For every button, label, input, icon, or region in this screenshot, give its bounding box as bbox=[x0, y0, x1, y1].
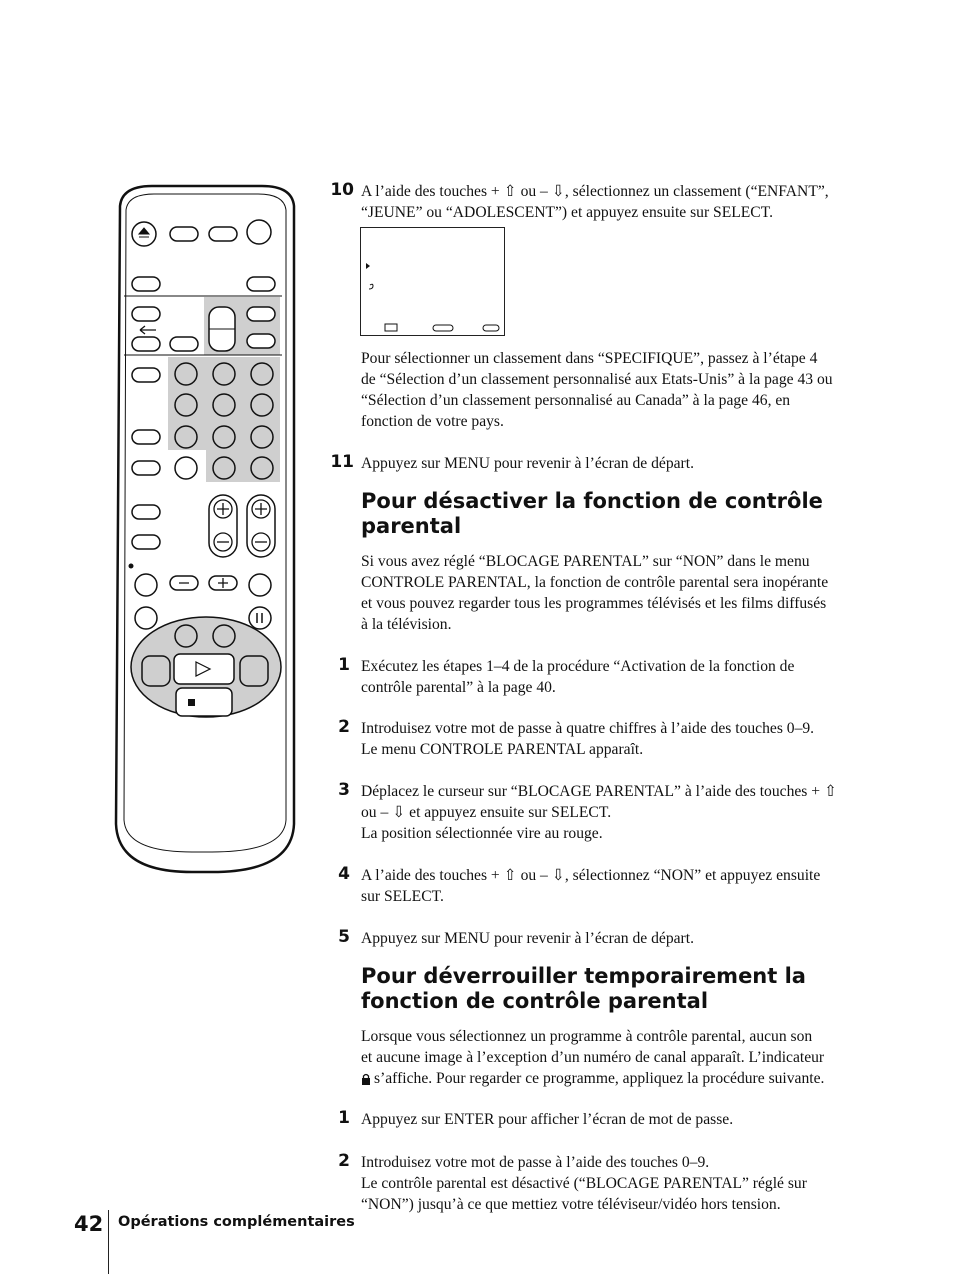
text-line: Le menu CONTROLE PARENTAL apparaît. bbox=[361, 741, 644, 758]
text-line: “NON”) jusqu’à ce que mettiez votre téléviseur/vidéo hors tension. bbox=[361, 1196, 781, 1213]
step-text bbox=[361, 928, 901, 949]
text-line: contrôle parental” à la page 40. bbox=[361, 679, 556, 696]
text-line: CONTROLE PARENTAL, la fonction de contrôle parental sera inopérante bbox=[361, 574, 829, 591]
step-number: 10 bbox=[330, 180, 354, 200]
text-line: Exécutez les étapes 1–4 de la procédure “Activation de la fonction de bbox=[361, 658, 795, 675]
text-line: sur SELECT. bbox=[361, 888, 444, 905]
heading-line: parental bbox=[361, 514, 462, 538]
page-number: 42 bbox=[74, 1212, 104, 1236]
text-line: Appuyez sur ENTER pour afficher l’écran de mot de passe. bbox=[361, 1111, 734, 1128]
text-segment: s’affiche. Pour regarder ce programme, appliquez la procédure suivante. bbox=[374, 1070, 825, 1087]
remote-control-illustration bbox=[112, 184, 298, 874]
footer-section-title: Opérations complémentaires bbox=[118, 1214, 355, 1230]
step-text bbox=[361, 718, 901, 760]
text-line: et vous pouvez regarder tous les programmes télévisés et les films diffusés bbox=[361, 595, 827, 612]
step-text bbox=[361, 453, 901, 474]
step-number: 2 bbox=[338, 717, 350, 737]
text-line: La position sélectionnée vire au rouge. bbox=[361, 825, 603, 842]
step-number: 4 bbox=[338, 864, 350, 884]
text-line: Le contrôle parental est désactivé (“BLOCAGE PARENTAL” réglé sur bbox=[361, 1175, 807, 1192]
text-line: Si vous avez réglé “BLOCAGE PARENTAL” sur “NON” dans le menu bbox=[361, 553, 810, 570]
step-text bbox=[361, 1109, 901, 1130]
text-line: “Sélection d’un classement personnalisé au Canada” à la page 46, en bbox=[361, 392, 791, 409]
section-intro bbox=[361, 1026, 901, 1089]
section-intro bbox=[361, 551, 901, 635]
text-line: Appuyez sur MENU pour revenir à l’écran de départ. bbox=[361, 930, 694, 947]
heading-line: Pour désactiver la fonction de contrôle bbox=[361, 489, 823, 513]
step-text bbox=[361, 181, 901, 223]
lock-icon bbox=[361, 1073, 371, 1085]
text-line: et aucune image à l’exception d’un numéro de canal apparaît. L’indicateur bbox=[361, 1049, 825, 1066]
text-line: de “Sélection d’un classement personnalisé aux Etats-Unis” à la page 43 ou bbox=[361, 371, 833, 388]
step-text bbox=[361, 1152, 901, 1215]
section-heading bbox=[361, 964, 921, 1014]
text-line: Introduisez votre mot de passe à quatre chiffres à l’aide des touches 0–9. bbox=[361, 720, 815, 737]
step-note bbox=[361, 348, 901, 432]
tv-screen-illustration bbox=[360, 227, 505, 336]
heading-line: Pour déverrouiller temporairement la bbox=[361, 964, 806, 988]
step-number: 3 bbox=[338, 780, 350, 800]
heading-line: fonction de contrôle parental bbox=[361, 989, 709, 1013]
text-line: à la télévision. bbox=[361, 616, 452, 633]
text-line: ou – ⇩ et appuyez ensuite sur SELECT. bbox=[361, 804, 612, 821]
text-line: A l’aide des touches + ⇧ ou – ⇩, sélectionnez “NON” et appuyez ensuite bbox=[361, 867, 821, 884]
text-line: Déplacez le curseur sur “BLOCAGE PARENTAL” à l’aide des touches + ⇧ bbox=[361, 783, 838, 800]
step-number: 5 bbox=[338, 927, 350, 947]
text-line-with-icon bbox=[361, 1068, 901, 1089]
text-line: Pour sélectionner un classement dans “SPECIFIQUE”, passez à l’étape 4 bbox=[361, 350, 818, 367]
text-line: Lorsque vous sélectionnez un programme à contrôle parental, aucun son bbox=[361, 1028, 813, 1045]
step-number: 1 bbox=[338, 655, 350, 675]
step-text bbox=[361, 865, 901, 907]
step-number: 1 bbox=[338, 1108, 350, 1128]
text-line: “JEUNE” ou “ADOLESCENT”) et appuyez ensuite sur SELECT. bbox=[361, 204, 773, 221]
step-text bbox=[361, 656, 901, 698]
tv-screen-drawing bbox=[361, 228, 504, 335]
step-text bbox=[361, 781, 901, 844]
text-line: Appuyez sur MENU pour revenir à l’écran de départ. bbox=[361, 455, 694, 472]
section-heading bbox=[361, 489, 921, 539]
text-line: A l’aide des touches + ⇧ ou – ⇩, sélectionnez un classement (“ENFANT”, bbox=[361, 183, 829, 200]
step-number: 11 bbox=[330, 452, 354, 472]
step-number: 2 bbox=[338, 1151, 350, 1171]
text-line: fonction de votre pays. bbox=[361, 413, 504, 430]
remote-control-drawing bbox=[112, 184, 298, 874]
footer-divider bbox=[108, 1210, 109, 1274]
text-line: Introduisez votre mot de passe à l’aide des touches 0–9. bbox=[361, 1154, 710, 1171]
